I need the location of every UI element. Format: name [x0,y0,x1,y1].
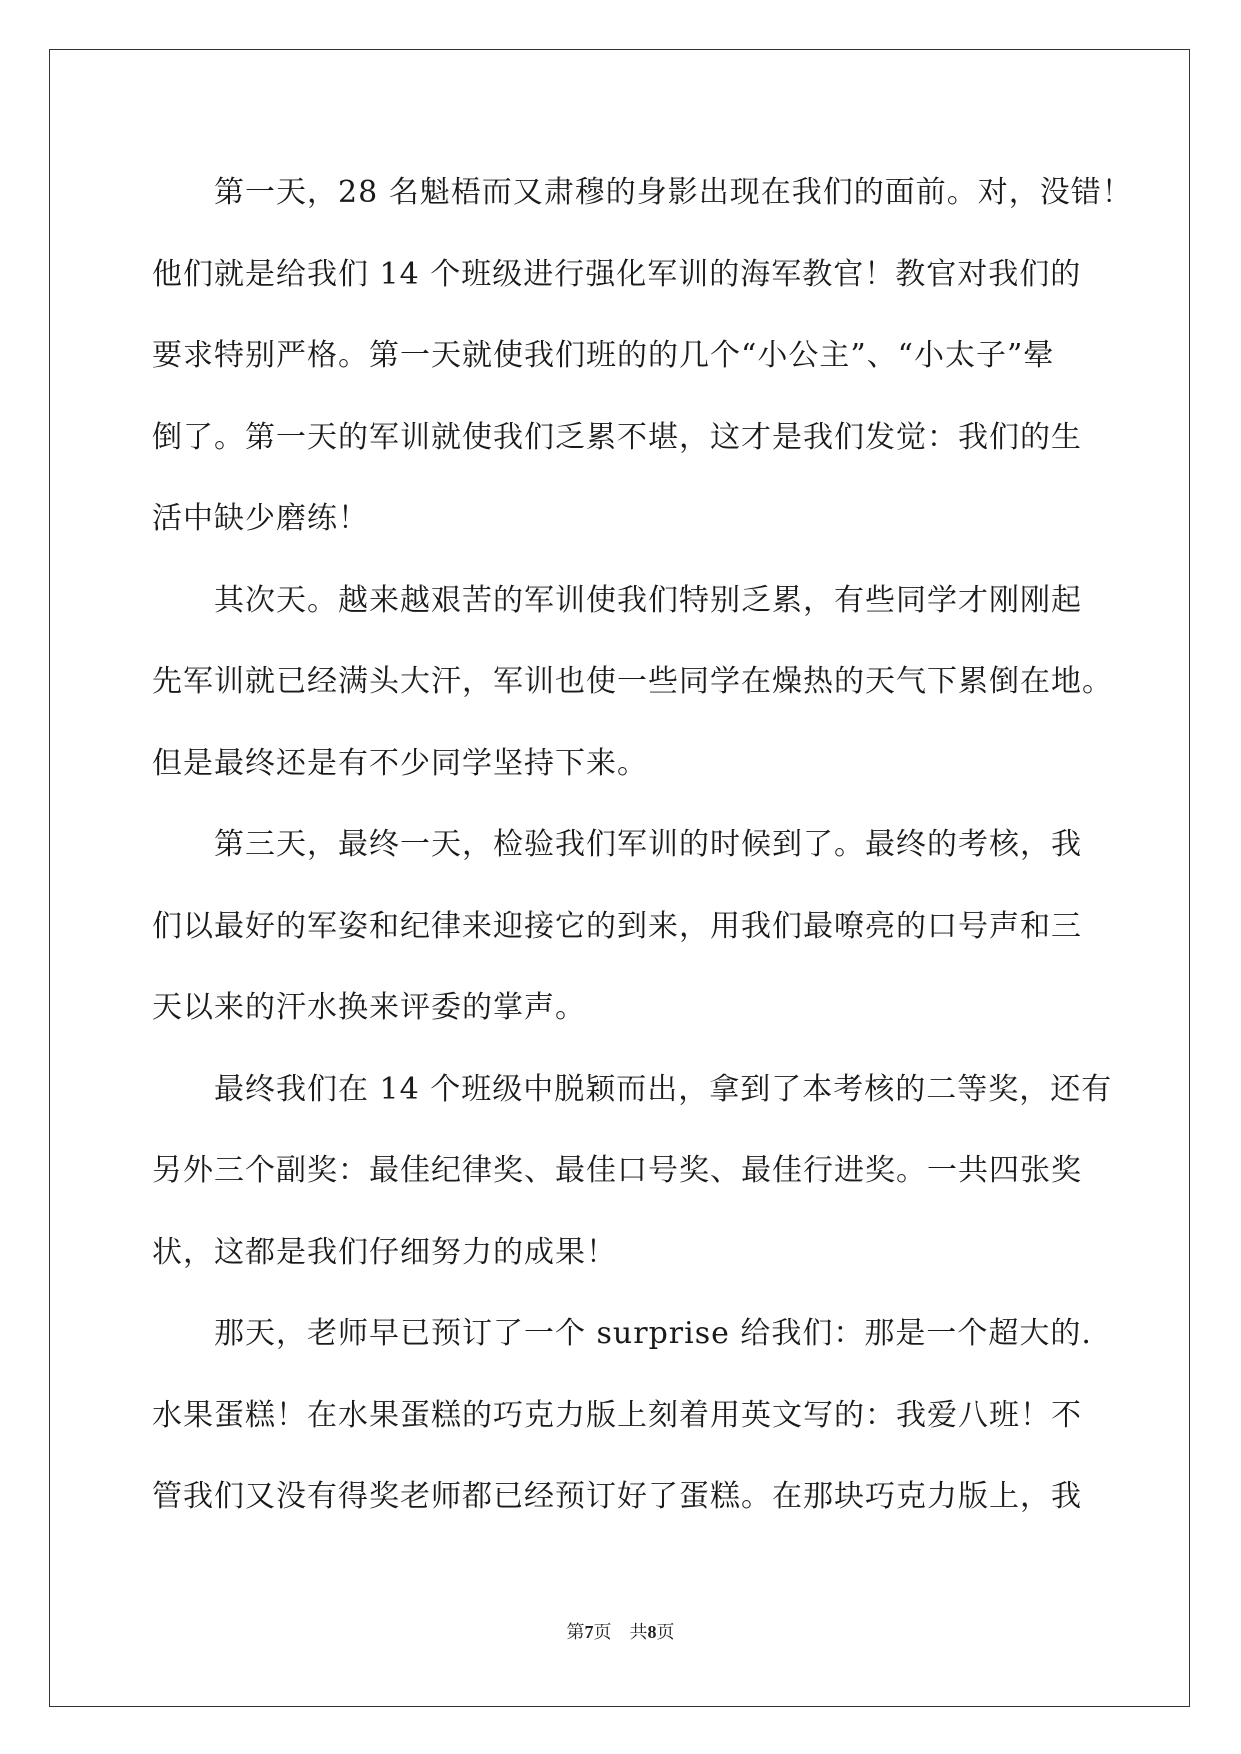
text-line: 水果蛋糕！在水果蛋糕的巧克力版上刻着用英文写的：我爱八班！不 [152,1397,1082,1433]
text-line: 但是最终还是有不少同学坚持下来。 [152,745,648,781]
text-line: 第三天，最终一天，检验我们军训的时候到了。最终的考核，我 [214,827,1082,862]
text-line: 其次天。越来越艰苦的军训使我们特别乏累，有些同学才刚刚起 [214,582,1082,618]
text-line: 活中缺少磨练！ [152,501,369,536]
page-footer [0,1618,1241,1644]
text-line: 那天，老师早已预订了一个 surprise 给我们：那是一个超大的. [214,1316,1092,1351]
text-line: 管我们又没有得奖老师都已经预订好了蛋糕。在那块巧克力版上，我 [152,1479,1082,1514]
page-label-prefix: 第 [566,1622,585,1643]
total-page-number: 8 [647,1622,657,1642]
text-line: 他们就是给我们 14 个班级进行强化军训的海军教官！教官对我们的 [152,256,1082,292]
page-label-mid: 页 共 [593,1622,648,1643]
text-line: 状，这都是我们仔细努力的成果！ [152,1234,617,1270]
current-page-number: 7 [584,1622,594,1642]
document-body [152,152,1133,1538]
text-line: 天以来的汗水换来评委的掌声。 [152,990,586,1025]
text-line: 们以最好的军姿和纪律来迎接它的到来，用我们最嘹亮的口号声和三 [152,908,1082,944]
text-line: 先军训就已经满头大汗，军训也使一些同学在燥热的天气下累倒在地。 [152,664,1113,699]
text-line: 第一天，28 名魁梧而又肃穆的身影出现在我们的面前。对，没错！ [214,175,1133,210]
text-line: 最终我们在 14 个班级中脱颖而出，拿到了本考核的二等奖，还有 [214,1071,1113,1107]
text-line: 另外三个副奖：最佳纪律奖、最佳口号奖、最佳行进奖。一共四张奖 [152,1153,1082,1188]
text-line: 要求特别严格。第一天就使我们班的的几个“小公主”、“小太子”晕 [152,338,1055,373]
text-line: 倒了。第一天的军训就使我们乏累不堪，这才是我们发觉：我们的生 [152,419,1082,455]
page-label-suffix: 页 [656,1622,675,1643]
